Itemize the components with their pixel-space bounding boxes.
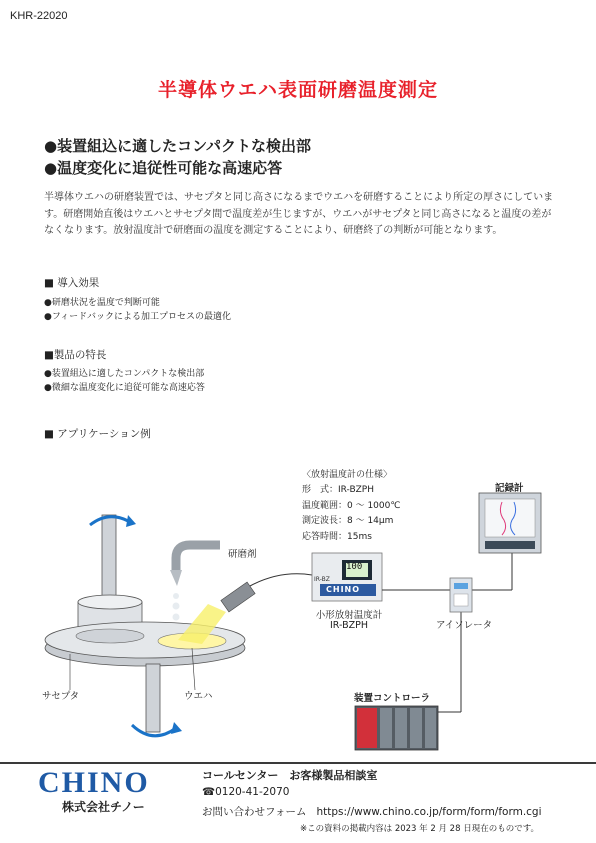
page-title: 半導体ウエハ表面研磨温度測定 bbox=[157, 79, 438, 101]
date-note: ※この資料の掲載内容は 2023 年 2 月 28 日現在のものです。 bbox=[300, 824, 540, 834]
label-thermometer-name: 小形放射温度計 bbox=[315, 610, 383, 621]
abrasive-nozzle bbox=[176, 545, 220, 570]
headline-bullet-1: ●装置組込に適したコンパクトな検出部 bbox=[44, 137, 312, 155]
specs-heading: 〈放射温度計の仕様〉 bbox=[302, 470, 393, 480]
footer-divider bbox=[0, 762, 596, 764]
form-url-link[interactable]: https://www.chino.co.jp/form/form/form.cgi bbox=[316, 806, 542, 818]
spec-model: 形 式：IR-BZPH bbox=[302, 485, 375, 496]
device-model-label: IR-BZ bbox=[314, 576, 330, 583]
company-name: 株式会社チノー bbox=[62, 800, 145, 814]
device-brand: CHINO bbox=[326, 585, 361, 594]
label-susceptor: サセプタ bbox=[42, 691, 80, 702]
feature-item-2: ●微細な温度変化に追従可能な高速応答 bbox=[44, 383, 205, 393]
intro-paragraph: 半導体ウエハの研磨装置では、サセプタと同じ高さになるまでウエハを研磨することにより所定の厚さにしています。研磨開始直後はウエハとサセプタ間で温度差が生じますが、ウエハがサセプタと同じ高さになると温度の差がなくなります。放射温度計で研磨面の温度を測定することにより、研磨終了の判断が可能となります。 bbox=[44, 192, 554, 236]
headline-bullet-2: ●温度変化に追従性可能な高速応答 bbox=[44, 159, 283, 177]
effect-item-1: ●研磨状況を温度で判断可能 bbox=[44, 298, 160, 308]
spec-response: 応答時間：15ms bbox=[302, 531, 372, 542]
feature-item-1: ●装置組込に適したコンパクトな検出部 bbox=[44, 369, 205, 379]
device-display-value: 100 bbox=[346, 562, 363, 572]
label-recorder: 記録計 bbox=[495, 483, 524, 494]
call-center: コールセンター お客様製品相談室 bbox=[202, 769, 378, 782]
lower-shaft bbox=[146, 664, 160, 732]
sensor-head bbox=[221, 582, 255, 612]
label-controller: 装置コントローラ bbox=[354, 693, 431, 704]
label-wafer: ウエハ bbox=[184, 691, 213, 702]
label-abrasive: 研磨剤 bbox=[228, 549, 257, 560]
document-id: KHR-22020 bbox=[10, 10, 68, 22]
contact-form bbox=[202, 804, 542, 819]
spec-wavelength: 測定波長：8 〜 14μm bbox=[302, 516, 394, 527]
effect-item-2: ●フィードバックによる加工プロセスの最適化 bbox=[44, 312, 231, 322]
section-effect-heading: ■ 導入効果 bbox=[44, 277, 100, 289]
label-isolator: アイソレータ bbox=[436, 620, 493, 631]
section-application-heading: ■ アプリケーション例 bbox=[44, 428, 151, 440]
form-label: お問い合わせフォーム bbox=[202, 806, 307, 818]
phone-number: ☎0120-41-2070 bbox=[202, 786, 290, 798]
label-thermometer-model: IR-BZPH bbox=[329, 620, 368, 631]
section-features-heading: ■製品の特長 bbox=[44, 349, 107, 361]
spec-range: 温度範囲：0 〜 1000℃ bbox=[302, 500, 401, 511]
thermometer-specs bbox=[302, 468, 400, 545]
chino-logo: CHINO bbox=[38, 766, 150, 799]
